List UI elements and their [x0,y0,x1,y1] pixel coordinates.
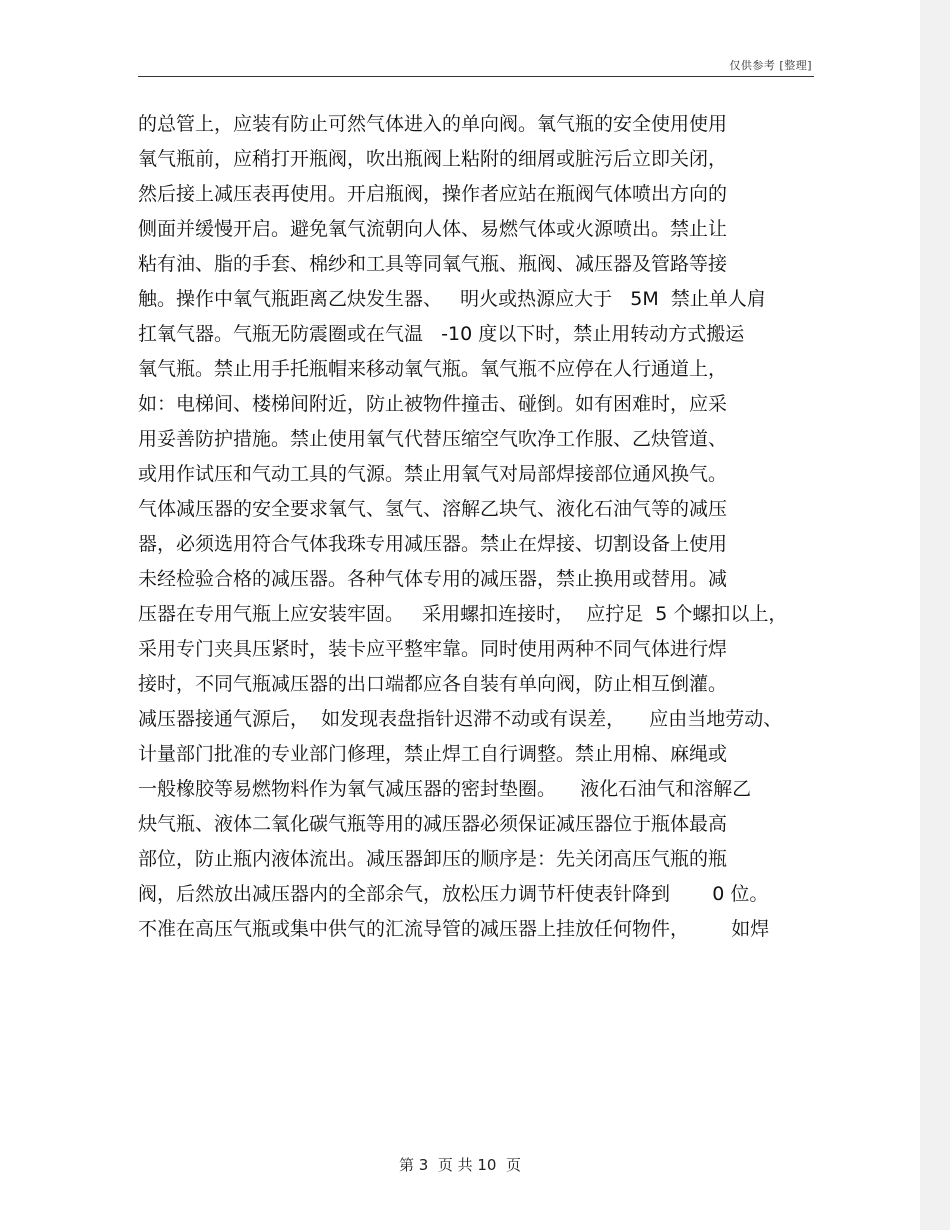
text-line: 粘有油、脂的手套、棉纱和工具等同氧气瓶、瓶阀、减压器及管路等接 [138,253,728,275]
text-line: 采用专门夹具压紧时，装卡应平整牢靠。同时使用两种不同气体进行焊 [138,638,728,660]
text-line: 计量部门批准的专业部门修理，禁止焊工自行调整。禁止用棉、麻绳或 [138,743,728,765]
text-line: 阀，后然放出减压器内的全部余气，放松压力调节杆使表针降到 0 位。 [138,883,769,905]
text-line: 如：电梯间、楼梯间附近，防止被物件撞击、碰倒。如有困难时，应采 [138,393,728,415]
header-label: 仅供参考 [整理] [729,59,812,72]
text-line: 器，必须选用符合气体我珠专用减压器。禁止在焊接、切割设备上使用 [138,533,728,555]
text-line: 不准在高压气瓶或集中供气的汇流导管的减压器上挂放任何物件， 如焊 [138,918,770,940]
text-line: 减压器接通气源后， 如发现表盘指针迟滞不动或有误差， 应由当地劳动、 [138,708,783,730]
header-divider [138,76,814,77]
text-line: 然后接上减压表再使用。开启瓶阀，操作者应站在瓶阀气体喷出方向的 [138,183,728,205]
text-line: 气体减压器的安全要求氧气、氢气、溶解乙块气、液化石油气等的减压 [138,498,728,520]
text-line: 扛氧气器。气瓶无防震圈或在气温 -10 度以下时，禁止用转动方式搬运 [138,323,745,345]
text-line: 一般橡胶等易燃物料作为氧气减压器的密封垫圈。 液化石油气和溶解乙 [138,778,752,800]
text-line: 炔气瓶、液体二氧化碳气瓶等用的减压器必须保证减压器位于瓶体最高 [138,813,728,835]
text-line: 用妥善防护措施。禁止使用氧气代替压缩空气吹净工作服、乙炔管道、 [138,428,728,450]
text-line: 未经检验合格的减压器。各种气体专用的减压器，禁止换用或替用。减 [138,568,728,590]
text-line: 侧面并缓慢开启。避免氧气流朝向人体、易燃气体或火源喷出。禁止让 [138,218,728,240]
text-line: 部位，防止瓶内液体流出。减压器卸压的顺序是：先关闭高压气瓶的瓶 [138,848,728,870]
text-line: 压器在专用气瓶上应安装牢固。 采用螺扣连接时， 应拧足 5 个螺扣以上， [138,603,788,625]
text-line: 或用作试压和气动工具的气源。禁止用氧气对局部焊接部位通风换气。 [138,463,728,485]
page-number: 第 3 页 共 10 页 [398,1156,521,1174]
text-line: 的总管上，应装有防止可然气体进入的单向阀。氧气瓶的安全使用使用 [138,113,728,135]
text-line: 氧气瓶。禁止用手托瓶帽来移动氧气瓶。氧气瓶不应停在人行通道上， [138,358,728,380]
text-line: 氧气瓶前，应稍打开瓶阀，吹出瓶阀上粘附的细屑或脏污后立即关闭， [138,148,728,170]
text-line: 触。操作中氧气瓶距离乙炔发生器、 明火或热源应大于 5M 禁止单人肩 [138,288,766,310]
text-line: 接时，不同气瓶减压器的出口端都应各自装有单向阀，防止相互倒灌。 [138,673,728,695]
